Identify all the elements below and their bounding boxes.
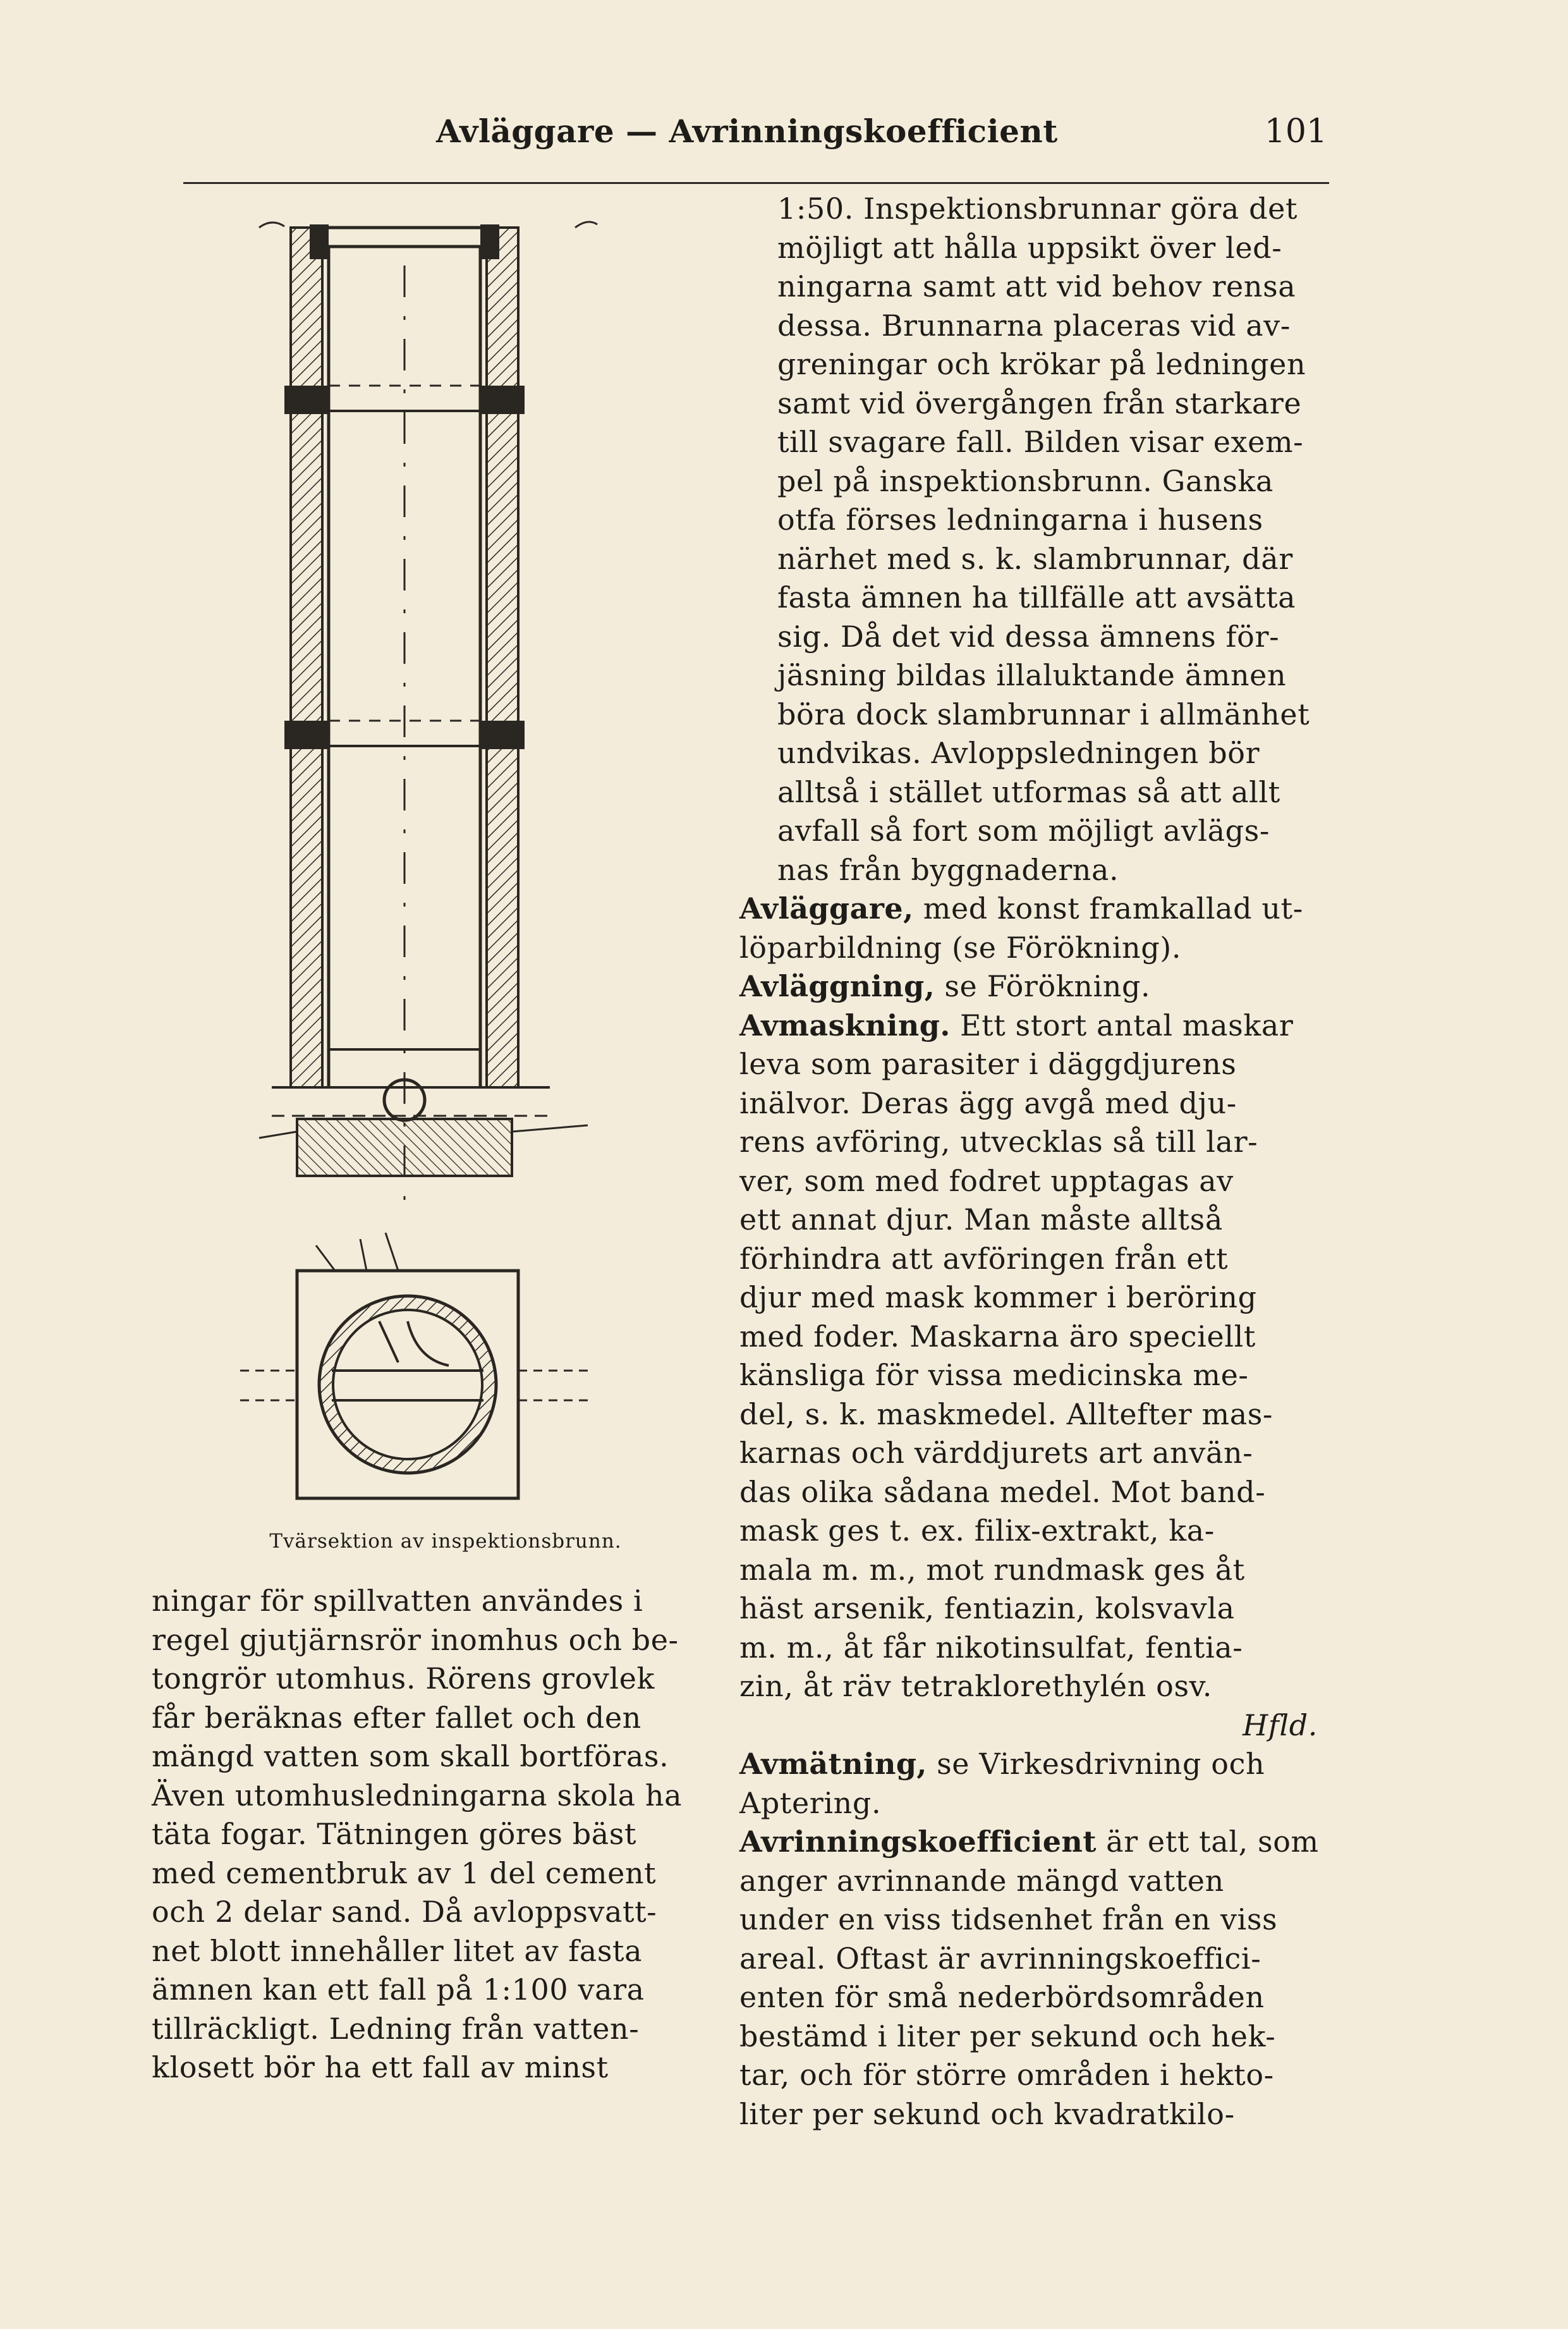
text-line: förhindra att avföringen från ett: [739, 1241, 1229, 1276]
text-line: otfa förses ledningarna i husens: [777, 503, 1263, 537]
entry-avlaggare: [739, 889, 1327, 967]
plan-section: [240, 1233, 588, 1498]
text-line: m. m., åt får nikotinsulfat, fentia-: [739, 1630, 1243, 1665]
text-line: dessa. Brunnarna placeras vid av-: [777, 308, 1291, 343]
text-line: och 2 delar sand. Då avloppsvatt-: [152, 1895, 657, 1929]
entry-avmaskning: [739, 1006, 1327, 1706]
text-line: böra dock slambrunnar i allmänhet: [777, 697, 1310, 731]
right-column: [739, 190, 1327, 2134]
entry-avlaggning: [739, 967, 1327, 1006]
text-line: med konst framkallad ut-: [923, 891, 1303, 926]
author-signature: Hfld.: [1243, 1708, 1318, 1742]
headword: Avmaskning.: [739, 1008, 951, 1042]
text-line: närhet med s. k. slambrunnar, där: [777, 541, 1293, 576]
text-line: 1:50. Inspektionsbrunnar göra det: [777, 192, 1298, 226]
entry-avrinningskoefficient: [739, 1823, 1327, 2134]
header-rule: [183, 182, 1329, 184]
text-line: ver, som med fodret upptagas av: [739, 1163, 1234, 1198]
figure-caption: Tvärsektion av inspektionsbrunn.: [269, 1530, 622, 1553]
text-line: regel gjutjärnsrör inomhus och be-: [152, 1622, 679, 1657]
text-line: Ett stort antal maskar: [959, 1008, 1294, 1042]
text-line: möjligt att hålla uppsikt över led-: [777, 230, 1282, 265]
text-line: häst arsenik, fentiazin, kolsvavla: [739, 1591, 1235, 1625]
text-line: är ett tal, som: [1106, 1825, 1319, 1859]
text-line: net blott innehåller litet av fasta: [152, 1933, 643, 1968]
running-header: [177, 109, 1327, 159]
text-line: till svagare fall. Bilden visar exem-: [777, 425, 1304, 459]
text-line: klosett bör ha ett fall av minst: [152, 2050, 609, 2084]
vertical-section: [259, 222, 597, 1201]
text-line: samt vid övergången från starkare: [777, 386, 1302, 420]
text-line: undvikas. Avloppsledningen bör: [777, 736, 1260, 770]
text-line: under en viss tidsenhet från en viss: [739, 1902, 1278, 1936]
text-line: das olika sådana medel. Mot band-: [739, 1474, 1266, 1509]
text-line: liter per sekund och kvadratkilo-: [739, 2096, 1235, 2131]
text-line: ämnen kan ett fall på 1:100 vara: [152, 1972, 645, 2007]
text-line: areal. Oftast är avrinningskoeffici-: [739, 1941, 1261, 1976]
text-line: Aptering.: [739, 1785, 882, 1820]
left-column: [152, 1582, 702, 2088]
page-number: 101: [1264, 113, 1327, 150]
text-line: tillräckligt. Ledning från vatten-: [152, 2011, 640, 2046]
headword: Avläggning,: [739, 969, 935, 1003]
text-line: rens avföring, utvecklas så till lar-: [739, 1125, 1258, 1159]
text-line: se Förökning.: [944, 969, 1151, 1003]
text-line: se Virkesdrivning och: [937, 1747, 1265, 1781]
entry-avmatning: [739, 1745, 1327, 1823]
text-line: inälvor. Deras ägg avgå med dju-: [739, 1085, 1237, 1120]
text-line: känsliga för vissa medicinska me-: [739, 1358, 1249, 1392]
text-line: jäsning bildas illaluktande ämnen: [777, 658, 1287, 692]
continuation-paragraph: [739, 190, 1327, 889]
text-line: zin, åt räv tetraklorethylén osv.: [739, 1669, 1213, 1703]
text-line: med foder. Maskarna äro speciellt: [739, 1319, 1256, 1354]
text-line: löparbildning (se Förökning).: [739, 930, 1182, 965]
text-line: enten för små nederbördsområden: [739, 1980, 1265, 2014]
text-line: leva som parasiter i däggdjurens: [739, 1047, 1237, 1081]
text-line: del, s. k. maskmedel. Alltefter mas-: [739, 1397, 1273, 1431]
text-line: alltså i stället utformas så att allt: [777, 774, 1280, 809]
text-line: tongrör utomhus. Rörens grovlek: [152, 1661, 655, 1696]
text-line: mask ges t. ex. filix-extrakt, ka-: [739, 1513, 1215, 1548]
text-line: mala m. m., mot rundmask ges åt: [739, 1552, 1245, 1587]
text-line: sig. Då det vid dessa ämnens för-: [777, 619, 1280, 654]
headword: Avmätning,: [739, 1747, 927, 1781]
text-line: ett annat djur. Man måste alltså: [739, 1202, 1223, 1237]
text-line: täta fogar. Tätningen göres bäst: [152, 1817, 637, 1851]
text-line: ningar för spillvatten användes i: [152, 1584, 643, 1618]
text-line: avfall så fort som möjligt avlägs-: [777, 814, 1270, 848]
inspection-well-illustration: [234, 202, 613, 1517]
text-line: mängd vatten som skall bortföras.: [152, 1739, 669, 1773]
text-line: bestämd i liter per sekund och hek-: [739, 2019, 1276, 2053]
text-line: fasta ämnen ha tillfälle att avsätta: [777, 580, 1296, 614]
header-title: Avläggare — Avrinningskoefficient: [436, 113, 1058, 150]
text-line: nas från byggnaderna.: [777, 852, 1119, 887]
text-line: djur med mask kommer i beröring: [739, 1280, 1257, 1314]
paragraph: [152, 1582, 702, 2088]
text-line: ningarna samt att vid behov rensa: [777, 269, 1296, 303]
text-line: greningar och krökar på ledningen: [777, 347, 1306, 381]
text-line: tar, och för större områden i hekto-: [739, 2058, 1274, 2092]
text-line: karnas och värddjurets art använ-: [739, 1436, 1253, 1470]
text-line: Även utomhusledningarna skola ha: [152, 1778, 683, 1812]
text-line: anger avrinnande mängd vatten: [739, 1863, 1224, 1898]
text-line: pel på inspektionsbrunn. Ganska: [777, 463, 1273, 498]
text-line: med cementbruk av 1 del cement: [152, 1855, 657, 1890]
headword: Avrinningskoefficient: [739, 1825, 1097, 1859]
text-line: får beräknas efter fallet och den: [152, 1700, 641, 1735]
headword: Avläggare,: [739, 891, 914, 926]
